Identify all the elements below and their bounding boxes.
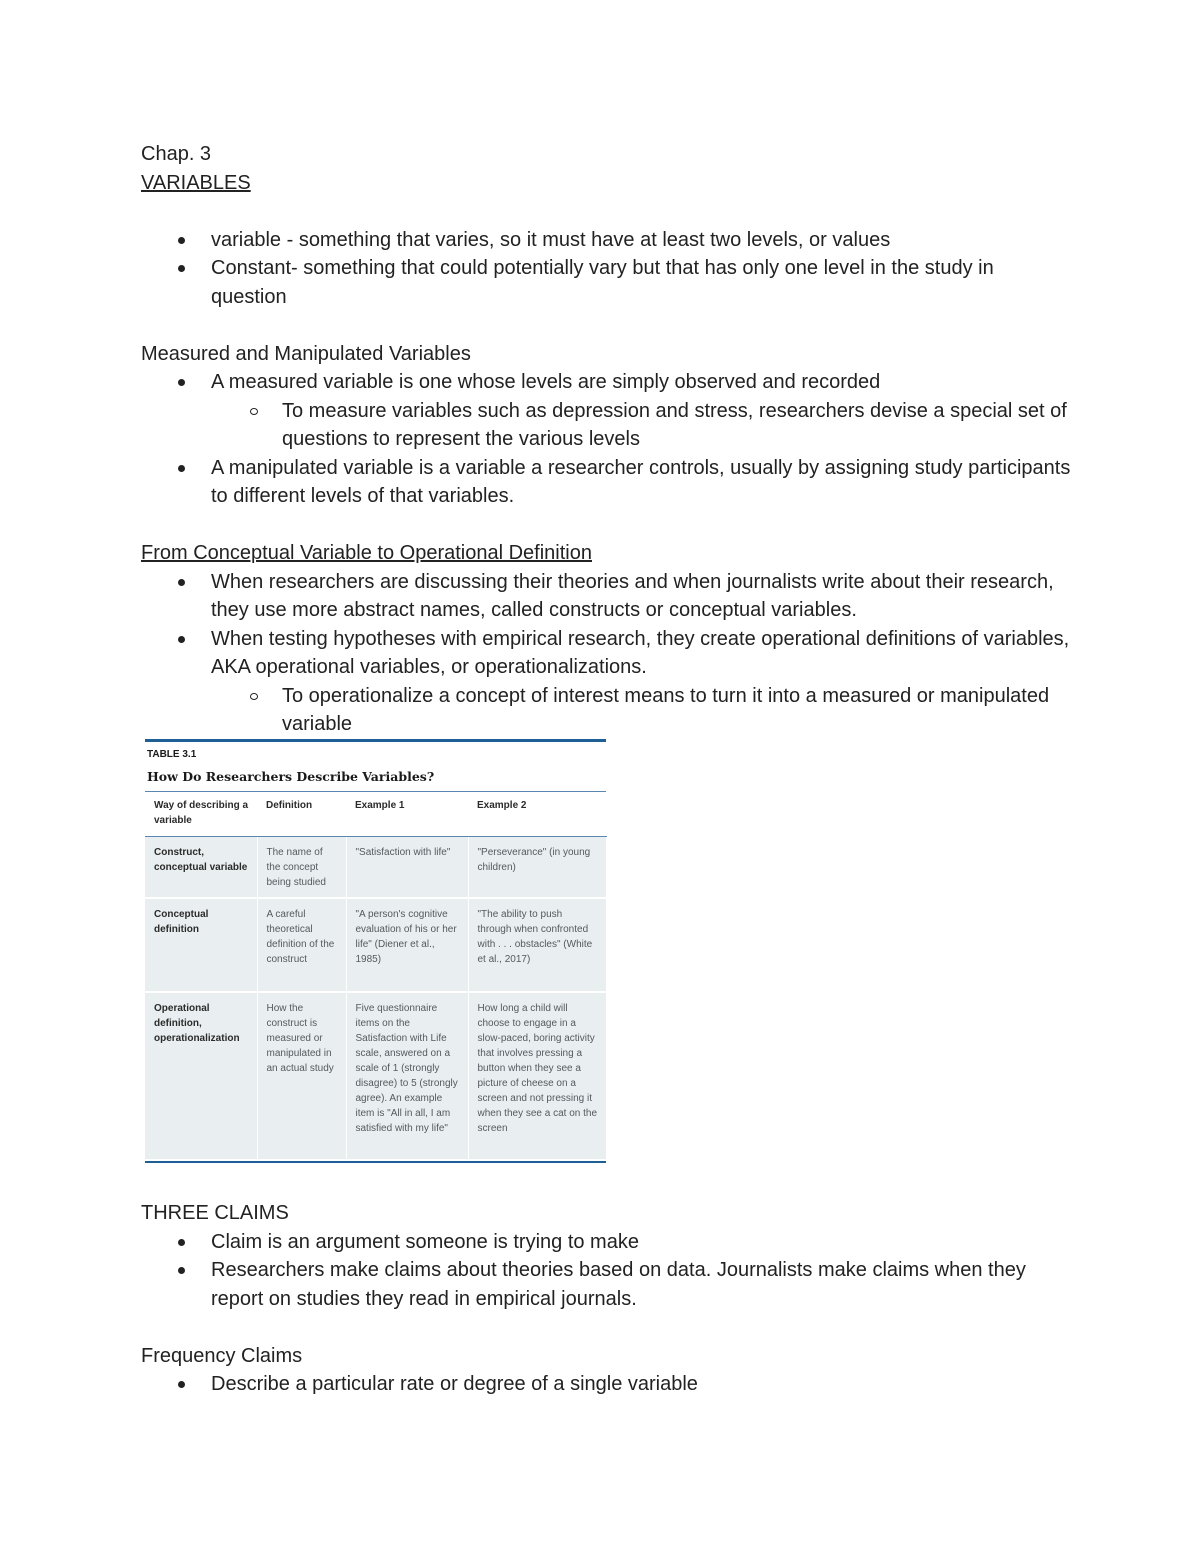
measured-list xyxy=(141,368,1071,511)
claims-list xyxy=(141,1228,1071,1314)
table-header-row xyxy=(145,792,606,837)
table-cell: "A person's cognitive evaluation of his or her life" (Diener et al., 1985) xyxy=(346,898,468,992)
list-item: When researchers are discussing their theories and when journalists write about their research, they use more abstract names, called constructs or conceptual variables. xyxy=(211,568,1071,625)
table-row-head: Conceptual definition xyxy=(145,898,257,992)
list-item: variable - something that varies, so it must have at least two levels, or values xyxy=(211,226,1071,255)
table-row xyxy=(145,837,606,899)
measured-sublist xyxy=(211,397,1071,454)
chapter-label: Chap. 3 xyxy=(141,143,212,165)
sub-list-item: To measure variables such as depression and stress, researchers devise a special set of questions to represent the various levels xyxy=(282,397,1071,454)
conceptual-heading: From Conceptual Variable to Operational Definition xyxy=(141,542,592,564)
table-row xyxy=(145,992,606,1160)
list-item xyxy=(211,625,1071,739)
table-header-cell: Way of describing a variable xyxy=(145,792,257,837)
table-cell: How long a child will choose to engage in a slow-paced, boring activity that involves pressing a button when they see a picture of cheese on a screen and not pressing it when they see a cat on the screen xyxy=(468,992,606,1160)
table-row xyxy=(145,898,606,992)
table-header-cell: Definition xyxy=(257,792,346,837)
variables-table xyxy=(145,791,607,1161)
list-item: Claim is an argument someone is trying to make xyxy=(211,1228,1071,1257)
table-number: TABLE 3.1 xyxy=(147,749,197,760)
table-header-cell: Example 1 xyxy=(346,792,468,837)
variables-list xyxy=(141,226,1071,312)
frequency-list xyxy=(141,1370,1071,1399)
list-item xyxy=(211,368,1071,454)
table-header-cell: Example 2 xyxy=(468,792,606,837)
claims-heading: THREE CLAIMS xyxy=(141,1202,289,1224)
table-bottom-rule xyxy=(145,1161,606,1163)
variables-heading: VARIABLES xyxy=(141,171,251,194)
table-cell: "The ability to push through when confronted with . . . obstacles" (White et al., 2017) xyxy=(468,898,606,992)
document-page xyxy=(141,140,1071,739)
table-row-head: Construct, conceptual variable xyxy=(145,837,257,899)
list-item: Researchers make claims about theories based on data. Journalists make claims when they report on studies they read in empirical journals. xyxy=(211,1256,1071,1313)
table-row-head: Operational definition, operationalization xyxy=(145,992,257,1160)
list-item: Constant- something that could potentially vary but that has only one level in the study in question xyxy=(211,254,1071,311)
table-cell: "Satisfaction with life" xyxy=(346,837,468,899)
list-item-text: A measured variable is one whose levels are simply observed and recorded xyxy=(211,371,881,393)
frequency-heading: Frequency Claims xyxy=(141,1344,303,1367)
table-top-rule xyxy=(145,739,606,742)
measured-heading: Measured and Manipulated Variables xyxy=(141,342,471,365)
table-title: How Do Researchers Describe Variables? xyxy=(147,769,435,784)
conceptual-sublist xyxy=(211,682,1071,739)
table-cell: Five questionnaire items on the Satisfaction with Life scale, answered on a scale of 1 (strongly disagree) to 5 (strongly agree). An example item is "All in all, I am satisfied with my life" xyxy=(346,992,468,1160)
conceptual-list xyxy=(141,568,1071,739)
table-cell: How the construct is measured or manipulated in an actual study xyxy=(257,992,346,1160)
document-page-lower xyxy=(141,1199,1071,1399)
table-cell: The name of the concept being studied xyxy=(257,837,346,899)
list-item: A manipulated variable is a variable a researcher controls, usually by assigning study participants to different levels of that variables. xyxy=(211,454,1071,511)
table-cell: "Perseverance" (in young children) xyxy=(468,837,606,899)
sub-list-item: To operationalize a concept of interest means to turn it into a measured or manipulated variable xyxy=(282,682,1071,739)
table-figure xyxy=(145,739,606,1167)
list-item-text: When testing hypotheses with empirical research, they create operational definitions of variables, AKA operational variables, or operationalizations. xyxy=(211,627,1070,678)
list-item: Describe a particular rate or degree of a single variable xyxy=(211,1370,1071,1399)
table-cell: A careful theoretical definition of the construct xyxy=(257,898,346,992)
